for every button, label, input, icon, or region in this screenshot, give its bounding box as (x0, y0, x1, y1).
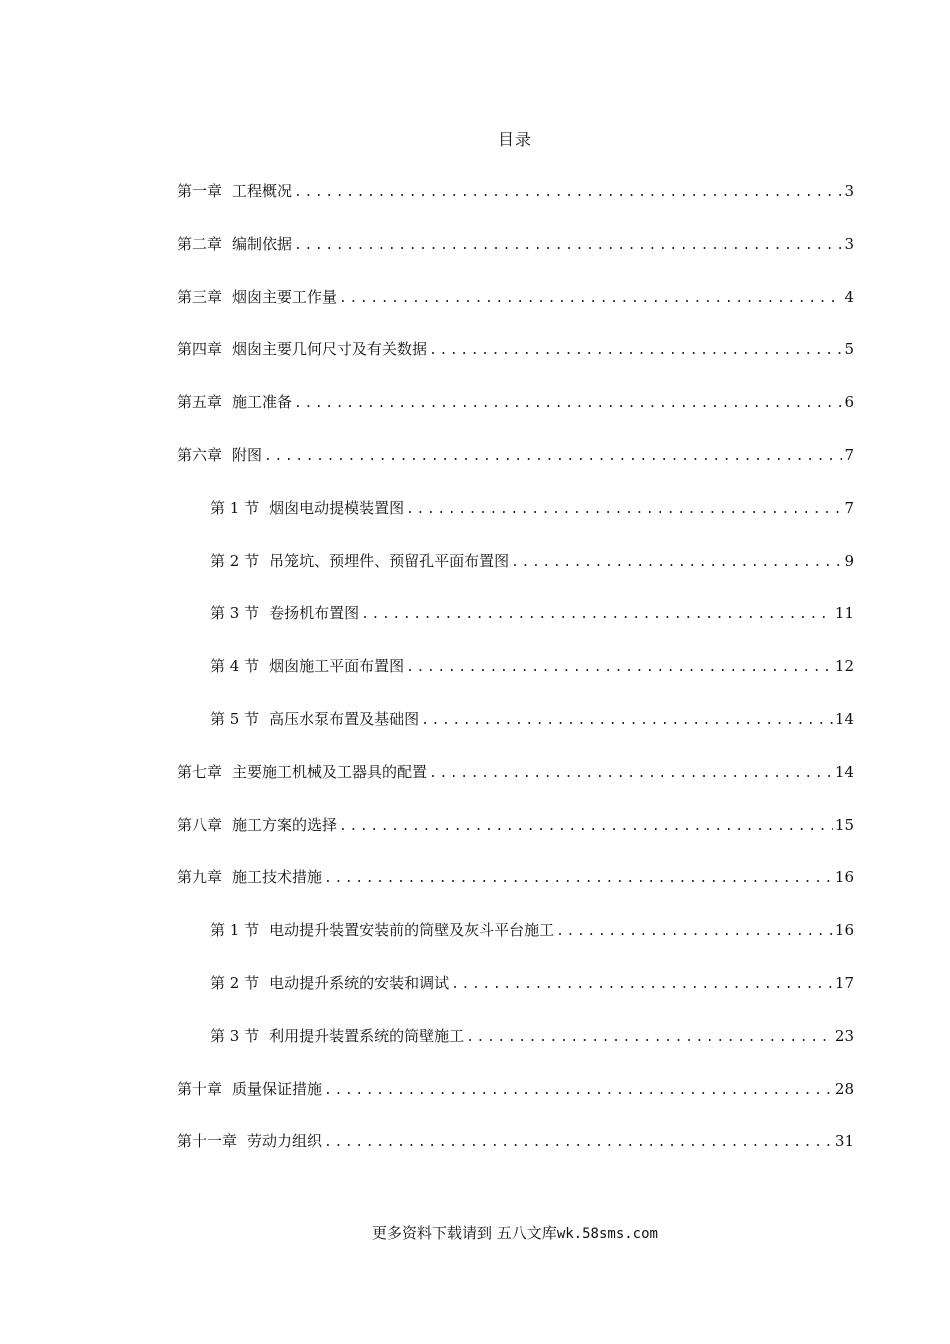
toc-chapter-entry[interactable] (177, 866, 854, 888)
toc-page-number: 9 (844, 551, 854, 570)
toc-entry-number: 第十一章 (177, 1132, 238, 1151)
toc-page-number: 4 (844, 287, 854, 306)
toc-entry-text: 烟囱施工平面布置图 (269, 657, 405, 676)
toc-leader-dots (429, 766, 833, 781)
toc-chapter-entry[interactable] (177, 814, 854, 836)
footer-text: 更多资料下载请到 五八文库 (372, 1224, 557, 1242)
toc-chapter-entry[interactable] (177, 233, 854, 255)
toc-entry-label (177, 391, 292, 412)
toc-leader-dots (294, 396, 842, 411)
toc-entry-text: 利用提升装置系统的筒壁施工 (269, 1026, 465, 1045)
toc-page-number: 16 (834, 921, 854, 940)
toc-entry-label (177, 866, 322, 887)
toc-chapter-entry[interactable] (177, 391, 854, 413)
toc-page-number: 23 (834, 1026, 854, 1045)
toc-page-number: 16 (834, 868, 854, 887)
toc-page-number: 3 (844, 234, 854, 253)
toc-entry-text: 主要施工机械及工器具的配置 (232, 762, 428, 781)
toc-section-entry[interactable] (210, 1025, 854, 1047)
toc-entry-number: 第 5 节 (210, 710, 260, 728)
toc-entry-number: 第一章 (177, 182, 223, 200)
toc-entry-text: 施工技术措施 (232, 868, 323, 887)
toc-entry-text: 电动提升装置安装前的筒壁及灰斗平台施工 (269, 921, 555, 940)
footer (0, 1222, 950, 1243)
toc-entry-number: 第四章 (177, 340, 223, 359)
toc-entry-label (177, 286, 337, 307)
toc-entry-label (177, 180, 292, 201)
toc-entry-label (210, 708, 419, 729)
toc-leader-dots (264, 449, 842, 464)
toc-section-entry[interactable] (210, 497, 854, 519)
toc-entry-number: 第 2 节 (210, 551, 260, 570)
toc-page-number: 7 (844, 446, 854, 464)
toc-page-number: 15 (834, 815, 854, 834)
toc-entry-number: 第二章 (177, 234, 223, 253)
toc-entry-number: 第 1 节 (210, 921, 260, 940)
toc-entry-text: 烟囱主要几何尺寸及有关数据 (232, 340, 428, 359)
toc-section-entry[interactable] (210, 602, 854, 624)
toc-page-number: 11 (834, 604, 854, 623)
toc-section-entry[interactable] (210, 919, 854, 941)
toc-leader-dots (511, 555, 842, 570)
toc-entry-label (177, 338, 427, 359)
toc-entry-text: 烟囱电动提模装置图 (269, 498, 405, 517)
toc-leader-dots (361, 607, 833, 622)
toc-leader-dots (324, 871, 833, 886)
toc-entry-number: 第三章 (177, 287, 223, 306)
toc-page-number: 5 (844, 340, 854, 359)
toc-leader-dots (324, 1135, 833, 1150)
toc-entry-label (210, 602, 359, 623)
toc-entry-label (177, 1078, 322, 1099)
toc-chapter-entry[interactable] (177, 286, 854, 308)
toc-leader-dots (339, 291, 842, 306)
toc-entry-number: 第 1 节 (210, 498, 260, 517)
toc-section-entry[interactable] (210, 550, 854, 572)
toc-entry-number: 第五章 (177, 393, 223, 412)
toc-section-entry[interactable] (210, 655, 854, 677)
toc-entry-number: 第十章 (177, 1079, 223, 1098)
toc-entry-text: 施工方案的选择 (232, 815, 338, 834)
toc-entry-number: 第九章 (177, 868, 223, 887)
toc-entry-label (177, 814, 337, 835)
toc-chapter-entry[interactable] (177, 444, 854, 466)
toc-entry-text: 附图 (232, 446, 263, 464)
toc-leader-dots (294, 185, 842, 200)
toc-leader-dots (421, 713, 833, 728)
toc-entry-label (177, 444, 262, 465)
toc-page-number: 31 (834, 1132, 854, 1151)
toc-leader-dots (466, 1030, 833, 1045)
toc-page-number: 14 (834, 710, 854, 728)
toc-leader-dots (324, 1083, 833, 1098)
toc-entry-number: 第 2 节 (210, 974, 260, 992)
toc-leader-dots (406, 502, 842, 517)
toc-page-number: 17 (834, 974, 854, 992)
footer-link[interactable]: wk.58sms.com (556, 1226, 658, 1242)
toc-entry-label (177, 761, 427, 782)
toc-chapter-entry[interactable] (177, 180, 854, 202)
toc-chapter-entry[interactable] (177, 1078, 854, 1100)
toc-entry-text: 编制依据 (232, 234, 293, 253)
toc-chapter-entry[interactable] (177, 761, 854, 783)
toc-entry-label (210, 550, 509, 571)
toc-entry-text: 劳动力组织 (247, 1132, 323, 1151)
toc-title: 目录 (497, 130, 532, 149)
toc-page-number: 6 (844, 393, 854, 412)
toc-entry-number: 第 3 节 (210, 1026, 260, 1045)
toc-leader-dots (339, 819, 833, 834)
toc-entry-number: 第六章 (177, 446, 223, 464)
toc-leader-dots (556, 924, 833, 939)
toc-entry-text: 施工准备 (232, 393, 293, 412)
toc-entry-label (177, 233, 292, 254)
toc-entry-number: 第 3 节 (210, 604, 260, 623)
toc-entry-label (210, 1025, 464, 1046)
toc-page-number: 12 (834, 657, 854, 676)
toc-entry-number: 第七章 (177, 762, 223, 781)
toc-entry-number: 第八章 (177, 815, 223, 834)
toc-leader-dots (451, 977, 833, 992)
toc-leader-dots (406, 660, 833, 675)
toc-chapter-entry[interactable] (177, 338, 854, 360)
toc-section-entry[interactable] (210, 972, 854, 994)
toc-leader-dots (429, 343, 842, 358)
toc-entry-label (210, 655, 404, 676)
toc-entry-text: 卷扬机布置图 (269, 604, 360, 623)
toc-entry-label (210, 497, 404, 518)
toc-chapter-entry[interactable] (177, 1130, 854, 1152)
toc-entry-number: 第 4 节 (210, 657, 260, 676)
toc-entry-text: 高压水泵布置及基础图 (269, 710, 420, 728)
toc-entry-text: 烟囱主要工作量 (232, 287, 338, 306)
toc-entry-text: 工程概况 (232, 182, 293, 200)
toc-leader-dots (294, 238, 842, 253)
toc-section-entry[interactable] (210, 708, 854, 730)
toc-page-number: 28 (834, 1079, 854, 1098)
toc-entry-label (210, 972, 449, 993)
toc-entry-label (177, 1130, 322, 1151)
toc-page-number: 3 (844, 182, 854, 200)
toc-entry-text: 质量保证措施 (232, 1079, 323, 1098)
toc-page-number: 14 (834, 762, 854, 781)
toc-entry-text: 吊笼坑、预埋件、预留孔平面布置图 (269, 551, 510, 570)
toc-entry-label (210, 919, 554, 940)
toc-page-number: 7 (844, 498, 854, 517)
toc-entry-text: 电动提升系统的安装和调试 (269, 974, 450, 992)
